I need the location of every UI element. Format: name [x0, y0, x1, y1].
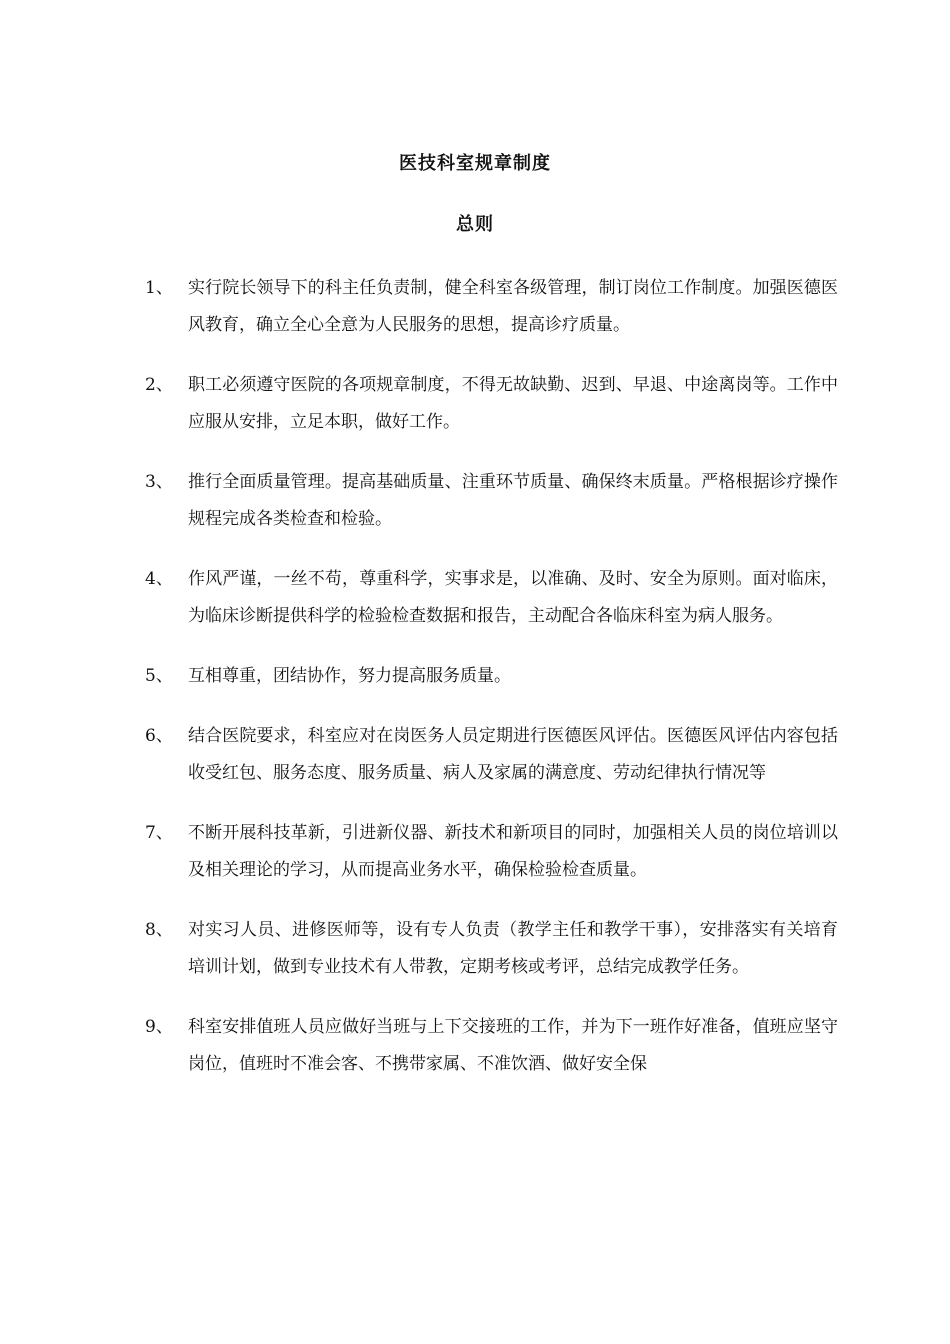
section-heading: 总则: [456, 214, 494, 235]
item-number: 5、: [145, 666, 173, 686]
item-number: 1、: [145, 278, 173, 298]
item-text: 职工必须遵守医院的各项规章制度，不得无故缺勤、迟到、早退、中途离岗等。工作中应服从安排，立足本职，做好工作。: [188, 375, 838, 432]
item-number: 3、: [145, 472, 173, 492]
item-number: 6、: [145, 726, 173, 746]
list-item: [145, 270, 845, 344]
item-number: 7、: [145, 823, 173, 843]
item-number: 4、: [145, 569, 173, 589]
item-number: 9、: [145, 1017, 173, 1037]
item-text: 推行全面质量管理。提高基础质量、注重环节质量、确保终末质量。严格根据诊疗操作规程完成各类检查和检验。: [188, 472, 838, 529]
item-text: 科室安排值班人员应做好当班与上下交接班的工作，并为下一班作好准备，值班应坚守岗位，值班时不准会客、不携带家属、不准饮酒、做好安全保: [188, 1017, 838, 1074]
item-text: 不断开展科技革新，引进新仪器、新技术和新项目的同时，加强相关人员的岗位培训以及相关理论的学习，从而提高业务水平，确保检验检查质量。: [188, 823, 838, 880]
item-text: 实行院长领导下的科主任负责制，健全科室各级管理，制订岗位工作制度。加强医德医风教育，确立全心全意为人民服务的思想，提高诊疗质量。: [188, 278, 838, 335]
item-text: 互相尊重，团结协作，努力提高服务质量。: [188, 666, 511, 686]
list-item: [145, 1009, 845, 1083]
list-item: [145, 815, 845, 889]
list-item: [145, 367, 845, 441]
item-number: 2、: [145, 375, 173, 395]
list-item: [145, 718, 845, 792]
list-item: [145, 912, 845, 986]
document-title: 医技科室规章制度: [399, 153, 551, 174]
item-text: 作风严谨，一丝不苟，尊重科学，实事求是，以准确、及时、安全为原则。面对临床，为临床诊断提供科学的检验检查数据和报告，主动配合各临床科室为病人服务。: [188, 569, 838, 626]
list-item: [145, 464, 845, 538]
rules-list: [145, 270, 845, 1106]
list-item: [145, 658, 845, 695]
item-text: 结合医院要求，科室应对在岗医务人员定期进行医德医风评估。医德医风评估内容包括收受红包、服务态度、服务质量、病人及家属的满意度、劳动纪律执行情况等: [188, 726, 838, 783]
item-text: 对实习人员、进修医师等，设有专人负责（教学主任和教学干事），安排落实有关培育培训计划，做到专业技术有人带教，定期考核或考评，总结完成教学任务。: [188, 920, 838, 977]
item-number: 8、: [145, 920, 173, 940]
list-item: [145, 561, 845, 635]
